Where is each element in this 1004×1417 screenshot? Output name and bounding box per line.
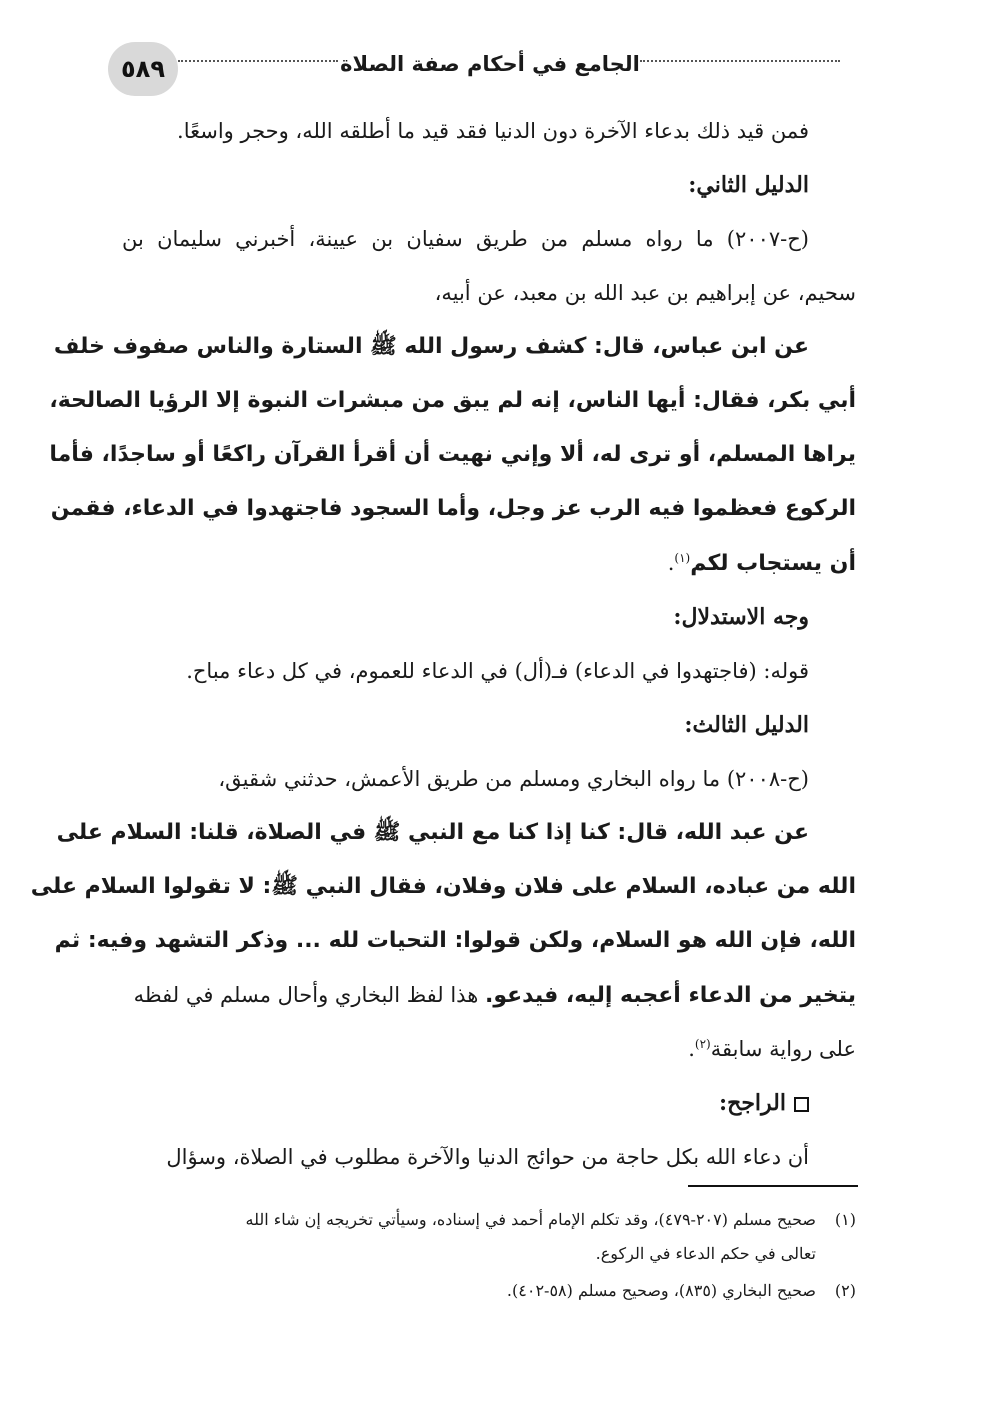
footnote-1 [116, 1204, 856, 1236]
body-line-end [122, 1022, 856, 1076]
body-line: أن دعاء الله بكل حاجة من حوائج الدنيا والآخرة مطلوب في الصلاة، وسؤال [166, 1145, 809, 1169]
footnote-text: صحيح البخاري (٨٣٥)، وصحيح مسلم (٥٨-٤٠٢). [506, 1281, 816, 1300]
hadith-text: أن يستجاب لكم [690, 551, 856, 576]
hadith-text: يتخير من الدعاء أعجبه إليه، فيدعو. [484, 983, 856, 1008]
footnote-separator [688, 1185, 858, 1187]
body-text: على رواية سابقة [710, 1037, 856, 1061]
footnote-1-continued [116, 1238, 856, 1270]
hadith-line: عن ابن عباس، قال: كشف رسول الله ﷺ الستارة والناس صفوف خلف [53, 334, 809, 359]
hadith-line: الله، فإن الله هو السلام، ولكن قولوا: التحيات لله ... وذكر التشهد وفيه: ثم [54, 928, 856, 953]
page-number: ٥٨٩ [108, 42, 178, 96]
footnote-ref-1: (١) [674, 551, 691, 565]
hadith-line: أبي بكر، فقال: أيها الناس، إنه لم يبق من مبشرات النبوة إلا الرؤيا الصالحة، [49, 388, 856, 413]
hadith-line: يراها المسلم، أو ترى له، ألا وإني نهيت أن أقرأ القرآن راكعًا أو ساجدًا، فأما [49, 442, 856, 467]
period: . [688, 1037, 695, 1061]
footnote-2 [116, 1275, 856, 1307]
header-dotted-leader-right [640, 60, 840, 62]
body-line: (ح-٢٠٠٧) ما رواه مسلم من طريق سفيان بن عيينة، أخبرني سليمان بن [122, 227, 809, 251]
section-heading-preponderant [122, 1076, 809, 1130]
section-heading-second-evidence: الدليل الثاني: [688, 172, 809, 198]
period: . [667, 551, 675, 575]
body-line: سحيم، عن إبراهيم بن عبد الله بن معبد، عن أبيه، [434, 281, 856, 305]
footnote-number: (٢) [834, 1281, 856, 1300]
body-line: قوله: (فاجتهدوا في الدعاء) فـ(أل) في الدعاء للعموم، في كل دعاء مباح. [186, 659, 809, 683]
hadith-line: الله من عباده، السلام على فلان وفلان، فقال النبي ﷺ: لا تقولوا السلام على [30, 874, 856, 899]
footnote-text: صحيح مسلم (٢٠٧-٤٧٩)، وقد تكلم الإمام أحمد في إسناده، وسيأتي تخريجه إن شاء الله [245, 1210, 816, 1229]
section-heading-third-evidence: الدليل الثالث: [684, 712, 809, 738]
mixed-line [122, 968, 856, 1022]
footnote-number: (١) [834, 1210, 856, 1229]
header-dotted-leader-left [178, 60, 338, 62]
footnote-ref-2: (٢) [694, 1037, 711, 1051]
footnote-text: تعالى في حكم الدعاء في الركوع. [595, 1244, 816, 1263]
body-line: فمن قيد ذلك بدعاء الآخرة دون الدنيا فقد قيد ما أطلقه الله، وحجر واسعًا. [177, 119, 809, 143]
heading-text: الراجح: [719, 1090, 786, 1116]
running-title: الجامع في أحكام صفة الصلاة [340, 52, 640, 76]
hadith-line: الركوع فعظموا فيه الرب عز وجل، وأما السجود فاجتهدوا في الدعاء، فقمن [50, 496, 856, 521]
body-text: هذا لفظ البخاري وأحال مسلم في لفظه [133, 983, 479, 1007]
body-line: (ح-٢٠٠٨) ما رواه البخاري ومسلم من طريق الأعمش، حدثني شقيق، [218, 767, 809, 791]
square-bullet-icon [794, 1097, 809, 1112]
hadith-line-end [122, 536, 856, 590]
hadith-line: عن عبد الله، قال: كنا إذا كنا مع النبي ﷺ في الصلاة، قلنا: السلام على [56, 820, 809, 845]
section-heading-inference: وجه الاستدلال: [673, 604, 809, 630]
